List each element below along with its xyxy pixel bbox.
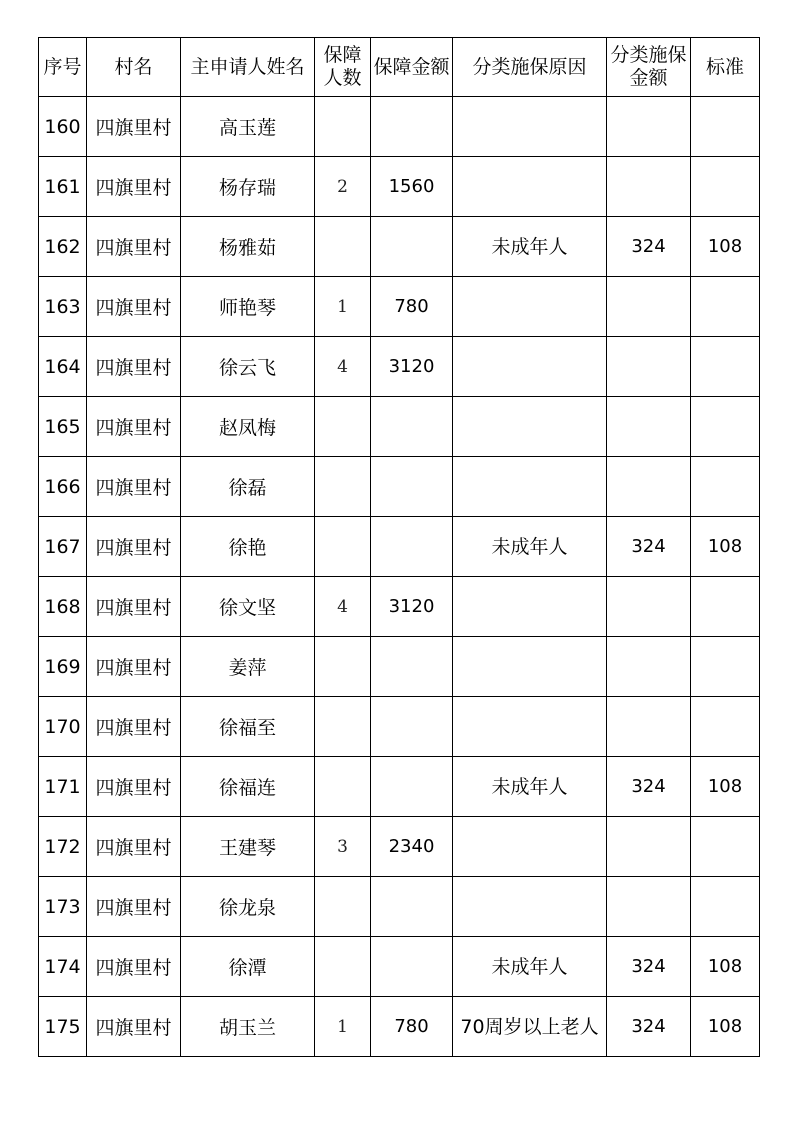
table-row	[39, 877, 760, 937]
table-row	[39, 757, 760, 817]
cell-standard: 108	[691, 997, 760, 1057]
cell-reason	[453, 637, 607, 697]
cell-class-amount	[607, 697, 691, 757]
cell-applicant: 师艳琴	[181, 277, 315, 337]
cell-reason: 未成年人	[453, 517, 607, 577]
cell-applicant: 徐云飞	[181, 337, 315, 397]
cell-standard: 108	[691, 757, 760, 817]
table-row	[39, 937, 760, 997]
cell-reason	[453, 877, 607, 937]
cell-no: 175	[39, 997, 87, 1057]
table-row	[39, 817, 760, 877]
cell-reason	[453, 157, 607, 217]
cell-class-amount: 324	[607, 997, 691, 1057]
header-class-amount: 分类施保金额	[607, 38, 691, 97]
cell-village: 四旗里村	[87, 877, 181, 937]
cell-class-amount	[607, 397, 691, 457]
cell-no: 168	[39, 577, 87, 637]
header-applicant: 主申请人姓名	[181, 38, 315, 97]
cell-applicant: 徐艳	[181, 517, 315, 577]
cell-village: 四旗里村	[87, 637, 181, 697]
cell-class-amount: 324	[607, 937, 691, 997]
cell-applicant: 高玉莲	[181, 97, 315, 157]
cell-standard	[691, 637, 760, 697]
cell-count: 1	[315, 277, 371, 337]
cell-applicant: 赵凤梅	[181, 397, 315, 457]
assistance-table	[38, 37, 760, 1057]
cell-village: 四旗里村	[87, 217, 181, 277]
cell-standard	[691, 697, 760, 757]
cell-village: 四旗里村	[87, 697, 181, 757]
cell-amount: 780	[371, 277, 453, 337]
cell-count	[315, 757, 371, 817]
cell-amount: 780	[371, 997, 453, 1057]
cell-class-amount	[607, 457, 691, 517]
cell-reason	[453, 337, 607, 397]
cell-village: 四旗里村	[87, 397, 181, 457]
cell-standard	[691, 877, 760, 937]
cell-no: 170	[39, 697, 87, 757]
cell-class-amount	[607, 157, 691, 217]
cell-count: 4	[315, 337, 371, 397]
cell-class-amount	[607, 97, 691, 157]
cell-count	[315, 217, 371, 277]
cell-class-amount: 324	[607, 757, 691, 817]
cell-amount	[371, 97, 453, 157]
cell-amount: 1560	[371, 157, 453, 217]
cell-count: 4	[315, 577, 371, 637]
header-standard: 标准	[691, 38, 760, 97]
cell-standard	[691, 397, 760, 457]
cell-village: 四旗里村	[87, 757, 181, 817]
cell-applicant: 王建琴	[181, 817, 315, 877]
table-row	[39, 457, 760, 517]
cell-class-amount	[607, 577, 691, 637]
cell-no: 163	[39, 277, 87, 337]
cell-amount	[371, 517, 453, 577]
table-row	[39, 577, 760, 637]
table-row	[39, 637, 760, 697]
cell-count: 1	[315, 997, 371, 1057]
cell-village: 四旗里村	[87, 517, 181, 577]
cell-no: 162	[39, 217, 87, 277]
cell-village: 四旗里村	[87, 277, 181, 337]
cell-amount	[371, 697, 453, 757]
cell-no: 171	[39, 757, 87, 817]
cell-reason	[453, 97, 607, 157]
table-row	[39, 697, 760, 757]
table-row	[39, 217, 760, 277]
cell-amount	[371, 457, 453, 517]
header-village: 村名	[87, 38, 181, 97]
cell-reason	[453, 817, 607, 877]
cell-village: 四旗里村	[87, 157, 181, 217]
cell-reason: 未成年人	[453, 757, 607, 817]
header-amount: 保障金额	[371, 38, 453, 97]
cell-amount: 3120	[371, 577, 453, 637]
cell-applicant: 徐潭	[181, 937, 315, 997]
cell-standard	[691, 577, 760, 637]
cell-applicant: 姜萍	[181, 637, 315, 697]
table-body	[39, 97, 760, 1057]
cell-standard: 108	[691, 937, 760, 997]
cell-no: 164	[39, 337, 87, 397]
cell-standard	[691, 277, 760, 337]
header-count: 保障人数	[315, 38, 371, 97]
cell-village: 四旗里村	[87, 817, 181, 877]
cell-count	[315, 457, 371, 517]
cell-applicant: 徐福至	[181, 697, 315, 757]
cell-no: 172	[39, 817, 87, 877]
table-row	[39, 157, 760, 217]
cell-amount	[371, 397, 453, 457]
cell-no: 166	[39, 457, 87, 517]
cell-amount: 3120	[371, 337, 453, 397]
cell-village: 四旗里村	[87, 97, 181, 157]
cell-no: 161	[39, 157, 87, 217]
cell-amount: 2340	[371, 817, 453, 877]
cell-reason	[453, 577, 607, 637]
cell-reason: 未成年人	[453, 217, 607, 277]
cell-applicant: 胡玉兰	[181, 997, 315, 1057]
cell-count	[315, 397, 371, 457]
cell-count: 3	[315, 817, 371, 877]
cell-count	[315, 637, 371, 697]
cell-applicant: 杨存瑞	[181, 157, 315, 217]
cell-reason	[453, 277, 607, 337]
cell-reason: 70周岁以上老人	[453, 997, 607, 1057]
cell-class-amount	[607, 277, 691, 337]
header-no: 序号	[39, 38, 87, 97]
cell-amount	[371, 937, 453, 997]
cell-standard	[691, 457, 760, 517]
cell-amount	[371, 877, 453, 937]
cell-count	[315, 517, 371, 577]
cell-applicant: 徐龙泉	[181, 877, 315, 937]
table-row	[39, 97, 760, 157]
cell-reason: 未成年人	[453, 937, 607, 997]
cell-amount	[371, 637, 453, 697]
cell-standard	[691, 157, 760, 217]
cell-class-amount	[607, 337, 691, 397]
cell-reason	[453, 697, 607, 757]
table-row	[39, 397, 760, 457]
cell-applicant: 徐磊	[181, 457, 315, 517]
cell-class-amount: 324	[607, 517, 691, 577]
cell-no: 165	[39, 397, 87, 457]
cell-count	[315, 877, 371, 937]
cell-amount	[371, 757, 453, 817]
cell-village: 四旗里村	[87, 457, 181, 517]
cell-standard: 108	[691, 217, 760, 277]
header-row	[39, 38, 760, 97]
cell-class-amount	[607, 637, 691, 697]
table-row	[39, 277, 760, 337]
cell-no: 173	[39, 877, 87, 937]
cell-reason	[453, 397, 607, 457]
cell-village: 四旗里村	[87, 997, 181, 1057]
cell-class-amount: 324	[607, 217, 691, 277]
cell-standard: 108	[691, 517, 760, 577]
table-row	[39, 997, 760, 1057]
cell-no: 174	[39, 937, 87, 997]
table-row	[39, 337, 760, 397]
cell-count	[315, 97, 371, 157]
cell-no: 167	[39, 517, 87, 577]
cell-village: 四旗里村	[87, 577, 181, 637]
cell-no: 160	[39, 97, 87, 157]
cell-count	[315, 697, 371, 757]
cell-applicant: 徐福连	[181, 757, 315, 817]
cell-count: 2	[315, 157, 371, 217]
cell-standard	[691, 337, 760, 397]
header-reason: 分类施保原因	[453, 38, 607, 97]
cell-applicant: 徐文坚	[181, 577, 315, 637]
cell-standard	[691, 817, 760, 877]
cell-village: 四旗里村	[87, 937, 181, 997]
cell-count	[315, 937, 371, 997]
cell-no: 169	[39, 637, 87, 697]
table-row	[39, 517, 760, 577]
cell-reason	[453, 457, 607, 517]
cell-standard	[691, 97, 760, 157]
cell-applicant: 杨雅茹	[181, 217, 315, 277]
cell-class-amount	[607, 877, 691, 937]
cell-class-amount	[607, 817, 691, 877]
cell-village: 四旗里村	[87, 337, 181, 397]
cell-amount	[371, 217, 453, 277]
